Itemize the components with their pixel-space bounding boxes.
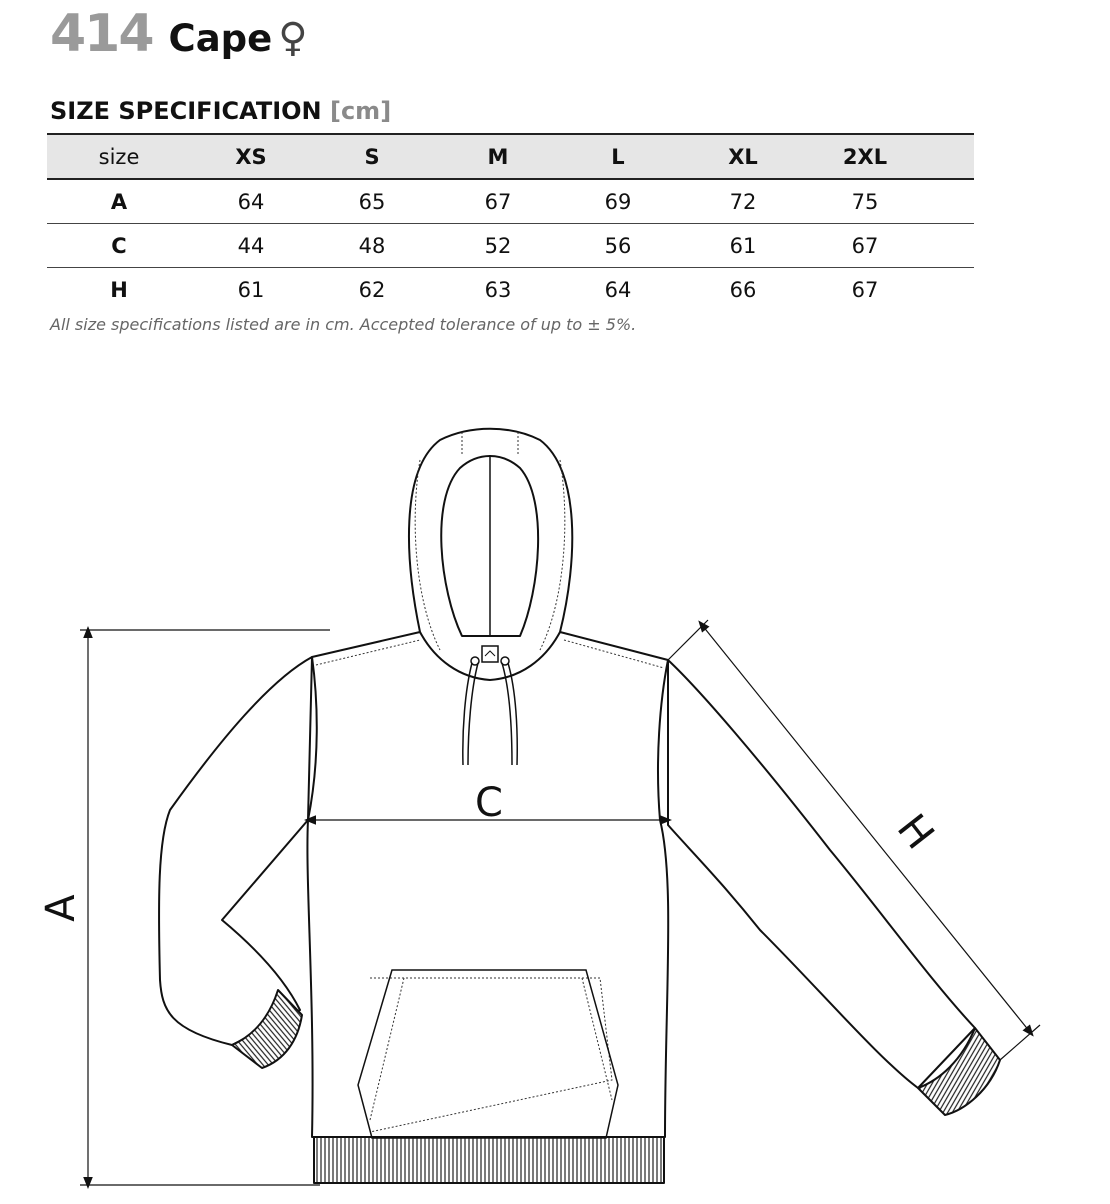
- spec-unit: [cm]: [329, 97, 392, 125]
- table-cell: 67: [484, 189, 512, 214]
- table-spacer: [917, 179, 974, 224]
- table-spacer: [917, 268, 974, 312]
- table-row: [47, 224, 974, 268]
- table-header-row: [47, 134, 974, 179]
- table-cell: 61: [237, 277, 265, 302]
- table-spacer: [917, 224, 974, 268]
- size-table: [47, 133, 974, 311]
- table-cell: 67: [851, 277, 879, 302]
- dimension-h-label: H: [887, 805, 943, 859]
- table-cell: 75: [851, 189, 879, 214]
- product-header: [50, 4, 308, 68]
- spec-title-text: SIZE SPECIFICATION: [50, 97, 322, 125]
- row-label: C: [111, 233, 127, 258]
- table-cell: 67: [851, 233, 879, 258]
- column-header: M: [487, 144, 509, 169]
- column-header: L: [611, 144, 625, 169]
- hoodie-body: [307, 632, 668, 1137]
- table-cell: 69: [604, 189, 632, 214]
- column-header: size: [98, 144, 140, 169]
- waistband: [314, 1137, 664, 1183]
- female-symbol-icon: ♀: [278, 15, 308, 61]
- product-name: Cape: [168, 17, 273, 60]
- column-spacer: [917, 134, 974, 179]
- column-header: 2XL: [842, 144, 888, 169]
- table-cell: 63: [484, 277, 512, 302]
- dimension-a-label: A: [38, 894, 84, 922]
- left-sleeve: [159, 657, 312, 1045]
- row-label: A: [110, 189, 128, 214]
- table-cell: 48: [358, 233, 386, 258]
- table-cell: 62: [358, 277, 386, 302]
- row-label: H: [110, 277, 128, 302]
- dimension-c-label: C: [475, 780, 503, 826]
- right-sleeve: [668, 660, 975, 1088]
- table-cell: 52: [484, 233, 512, 258]
- table-cell: 44: [237, 233, 265, 258]
- tolerance-note: All size specifications listed are in cm. Accepted tolerance of up to ± 5%.: [50, 315, 637, 334]
- table-cell: 56: [604, 233, 632, 258]
- table-cell: 64: [237, 189, 265, 214]
- table-cell: 66: [729, 277, 757, 302]
- table-cell: 72: [729, 189, 757, 214]
- hoodie-diagram: [0, 400, 1110, 1204]
- table-cell: 61: [729, 233, 757, 258]
- table-row: [47, 179, 974, 224]
- column-header: XL: [728, 144, 758, 169]
- table-cell: 64: [604, 277, 632, 302]
- table-row: [47, 268, 974, 312]
- column-header: S: [364, 144, 380, 169]
- column-header: XS: [235, 144, 267, 169]
- spec-title: [50, 97, 391, 125]
- product-code: 414: [50, 4, 153, 64]
- table-cell: 65: [358, 189, 386, 214]
